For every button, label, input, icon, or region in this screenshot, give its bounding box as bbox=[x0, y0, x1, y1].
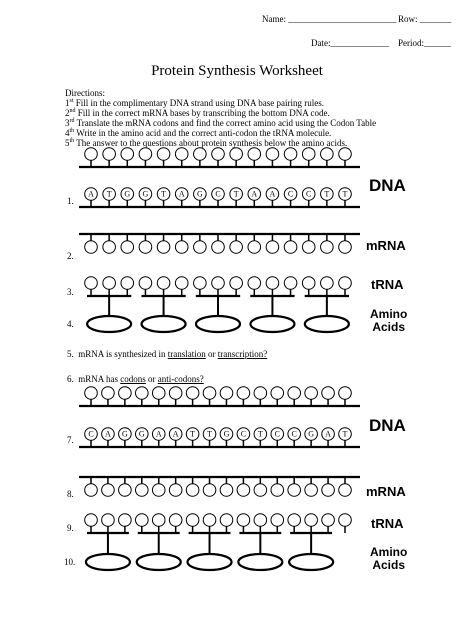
mrna-blank-circle bbox=[103, 241, 116, 254]
q6-or: or bbox=[145, 374, 158, 384]
direction-step: 1st Fill in the complimentary DNA strand using DNA base pairing rules. bbox=[65, 98, 324, 108]
amino-acid-oval bbox=[238, 554, 282, 570]
dna-blank-circle bbox=[186, 387, 199, 400]
trna-blank-circle bbox=[322, 514, 335, 527]
mrna-blank-circle bbox=[266, 241, 279, 254]
dna-label-2: DNA bbox=[369, 416, 406, 435]
mrna-blank-circle bbox=[85, 484, 98, 497]
trna-blank-circle bbox=[284, 277, 297, 290]
direction-step: 3rd Translate the mRNA codons and find the correct amino acid using the Codon Table bbox=[65, 118, 377, 128]
mrna-blank-circle bbox=[152, 484, 165, 497]
q5-option-translation[interactable]: translation bbox=[167, 349, 206, 359]
dna-blank-circle bbox=[139, 148, 152, 161]
mrna-blank-circle bbox=[271, 484, 284, 497]
mrna-blank-circle bbox=[302, 241, 315, 254]
trna-blank-circle bbox=[220, 514, 233, 527]
amino-acid-oval bbox=[305, 316, 349, 332]
q6-option-codons[interactable]: codons bbox=[120, 374, 146, 384]
mrna-blank-circle bbox=[339, 241, 352, 254]
dna-base-letter: C bbox=[274, 429, 280, 439]
mrna-blank-circle bbox=[121, 241, 134, 254]
dna-blank-circle bbox=[175, 148, 188, 161]
dna-blank-circle bbox=[169, 387, 182, 400]
trna-blank-circle bbox=[136, 514, 149, 527]
amino-acid-oval bbox=[86, 554, 130, 570]
mrna-blank-circle bbox=[139, 241, 152, 254]
trna-blank-circle bbox=[302, 277, 315, 290]
mrna-blank-circle bbox=[322, 484, 335, 497]
mrna-blank-circle bbox=[175, 241, 188, 254]
trna-blank-circle bbox=[103, 277, 116, 290]
q6-option-anticodons[interactable]: anti-codons? bbox=[157, 374, 204, 384]
mrna-blank-circle bbox=[186, 484, 199, 497]
dna-blank-circle bbox=[102, 387, 115, 400]
dna-base-letter: G bbox=[138, 429, 145, 439]
dna-base-letter: G bbox=[124, 189, 131, 199]
amino-label-1 bbox=[370, 308, 407, 334]
question-6 bbox=[67, 374, 204, 384]
dna-blank-circle bbox=[271, 387, 284, 400]
trna-blank-circle bbox=[305, 514, 318, 527]
q1-number: 1. bbox=[67, 196, 74, 206]
dna-base-letter: A bbox=[251, 189, 258, 199]
trna-blank-circle bbox=[339, 514, 352, 527]
mrna-label-2: mRNA bbox=[366, 484, 406, 499]
trna-blank-circle bbox=[152, 514, 165, 527]
dna-base-letter: G bbox=[196, 189, 203, 199]
dna-base-letter: A bbox=[88, 189, 94, 199]
dna-base-letter: T bbox=[190, 429, 196, 439]
trna-blank-circle bbox=[175, 277, 188, 290]
dna-blank-circle bbox=[284, 148, 297, 161]
dna-blank-circle bbox=[305, 387, 318, 400]
trna-blank-circle bbox=[121, 277, 134, 290]
trna-blank-circle bbox=[139, 277, 152, 290]
dna-base-letter: T bbox=[106, 189, 112, 199]
row-field[interactable]: Row: _______ bbox=[398, 14, 452, 24]
q5-or: or bbox=[205, 349, 218, 359]
dna-blank-circle bbox=[103, 148, 116, 161]
dna-blank-circle bbox=[248, 148, 261, 161]
dna-blank-circle bbox=[254, 387, 267, 400]
mrna-blank-circle bbox=[157, 241, 170, 254]
trna-blank-circle bbox=[237, 514, 250, 527]
dna-blank-circle bbox=[85, 148, 98, 161]
dna-base-letter: G bbox=[121, 429, 128, 439]
trna-blank-circle bbox=[248, 277, 261, 290]
mrna-blank-circle bbox=[254, 484, 267, 497]
q2-number: 2. bbox=[67, 251, 74, 261]
dna-label-1: DNA bbox=[369, 176, 406, 195]
q5-option-transcription[interactable]: transcription? bbox=[217, 349, 268, 359]
trna-blank-circle bbox=[85, 514, 98, 527]
trna-blank-circle bbox=[321, 277, 334, 290]
dna-base-letter: A bbox=[325, 429, 331, 439]
period-field[interactable]: Period:______ bbox=[398, 38, 451, 48]
trna-blank-circle bbox=[102, 514, 115, 527]
amino-acid-oval bbox=[188, 554, 232, 570]
amino-label-line2: Acids bbox=[372, 558, 406, 572]
page-title: Protein Synthesis Worksheet bbox=[151, 63, 323, 79]
dna-blank-circle bbox=[237, 387, 250, 400]
direction-step: 5th The answer to the questions about protein synthesis below the amino acids. bbox=[65, 138, 348, 148]
trna-blank-circle bbox=[85, 277, 98, 290]
dna-blank-circle bbox=[121, 148, 134, 161]
q7-number: 7. bbox=[67, 435, 74, 445]
trna-blank-circle bbox=[212, 277, 225, 290]
dna-base-letter: T bbox=[342, 189, 348, 199]
trna-blank-circle bbox=[119, 514, 132, 527]
dna-base-letter: T bbox=[233, 189, 239, 199]
amino-acid-oval bbox=[87, 316, 131, 332]
mrna-blank-circle bbox=[119, 484, 132, 497]
dna-blank-circle bbox=[230, 148, 243, 161]
dna-blank-circle bbox=[136, 387, 149, 400]
direction-step: 2nd Fill in the correct mRNA bases by transcribing the bottom DNA code. bbox=[65, 108, 330, 118]
trna-label-2: tRNA bbox=[371, 516, 404, 531]
dna-blank-circle bbox=[288, 387, 301, 400]
dna-blank-circle bbox=[85, 387, 98, 400]
amino-acid-oval bbox=[196, 316, 240, 332]
q5-number: 5. bbox=[67, 349, 74, 359]
amino-acid-oval bbox=[250, 316, 294, 332]
dna-base-letter: G bbox=[308, 429, 315, 439]
q3-number: 3. bbox=[67, 287, 74, 297]
amino-label-2 bbox=[370, 546, 407, 572]
dna-blank-circle bbox=[119, 387, 132, 400]
mrna-blank-circle bbox=[203, 484, 216, 497]
trna-blank-circle bbox=[186, 514, 199, 527]
directions-heading: Directions: bbox=[65, 88, 105, 98]
dna-blank-circle bbox=[220, 387, 233, 400]
mrna-blank-circle bbox=[220, 484, 233, 497]
mrna-blank-circle bbox=[284, 241, 297, 254]
trna-blank-circle bbox=[203, 514, 216, 527]
dna-base-letter: T bbox=[161, 189, 167, 199]
dna-base-letter: C bbox=[291, 429, 297, 439]
mrna-blank-circle bbox=[169, 484, 182, 497]
dna-blank-circle bbox=[203, 387, 216, 400]
amino-label-line1: Amino bbox=[370, 545, 408, 559]
mrna-blank-circle bbox=[237, 484, 250, 497]
mrna-blank-circle bbox=[339, 484, 352, 497]
dna-blank-circle bbox=[322, 387, 335, 400]
mrna-blank-circle bbox=[248, 241, 261, 254]
dna-base-letter: A bbox=[178, 189, 185, 199]
dna-blank-circle bbox=[194, 148, 207, 161]
amino-label-line1: Amino bbox=[370, 307, 408, 321]
dna-blank-circle bbox=[339, 387, 352, 400]
q4-number: 4. bbox=[67, 319, 74, 329]
mrna-blank-circle bbox=[136, 484, 149, 497]
direction-step: 4th Write in the amino acid and the correct anti-codon the tRNA molecule. bbox=[65, 128, 332, 138]
dna-base-letter: T bbox=[324, 189, 330, 199]
dna-base-letter: T bbox=[207, 429, 212, 439]
dna-base-letter: T bbox=[257, 429, 263, 439]
mrna-blank-circle bbox=[102, 484, 115, 497]
dna-base-letter: A bbox=[269, 189, 276, 199]
trna-blank-circle bbox=[169, 514, 182, 527]
dna-blank-circle bbox=[339, 148, 352, 161]
date-field[interactable]: Date:_____________ bbox=[311, 38, 389, 48]
dna-base-letter: G bbox=[142, 189, 149, 199]
mrna-blank-circle bbox=[321, 241, 334, 254]
dna-base-letter: C bbox=[287, 189, 294, 199]
mrna-blank-circle bbox=[212, 241, 225, 254]
mrna-label-1: mRNA bbox=[366, 238, 406, 253]
dna-blank-circle bbox=[302, 148, 315, 161]
dna-blank-circle bbox=[321, 148, 334, 161]
trna-blank-circle bbox=[288, 514, 301, 527]
q6-text: mRNA has bbox=[78, 374, 121, 384]
mrna-blank-circle bbox=[288, 484, 301, 497]
dna-base-letter: G bbox=[223, 429, 230, 439]
name-field[interactable]: Name: ________________________ bbox=[262, 14, 397, 24]
trna-blank-circle bbox=[194, 277, 207, 290]
dna-base-letter: A bbox=[155, 429, 162, 439]
dna-base-letter: C bbox=[215, 189, 221, 199]
q8-number: 8. bbox=[67, 489, 74, 499]
trna-label-1: tRNA bbox=[371, 277, 404, 292]
mrna-blank-circle bbox=[194, 241, 207, 254]
mrna-blank-circle bbox=[305, 484, 318, 497]
amino-acid-oval bbox=[137, 554, 181, 570]
trna-blank-circle bbox=[230, 277, 243, 290]
q5-text: mRNA is synthesized in bbox=[78, 349, 168, 359]
dna-blank-circle bbox=[212, 148, 225, 161]
dna-blank-circle bbox=[157, 148, 170, 161]
dna-base-letter: C bbox=[88, 429, 94, 439]
trna-blank-circle bbox=[271, 514, 284, 527]
amino-label-line2: Acids bbox=[372, 320, 406, 334]
dna-base-letter: A bbox=[105, 429, 111, 439]
q9-number: 9. bbox=[67, 523, 74, 533]
trna-blank-circle bbox=[266, 277, 279, 290]
q10-number: 10. bbox=[64, 557, 76, 567]
amino-acid-oval bbox=[289, 554, 333, 570]
dna-blank-circle bbox=[152, 387, 165, 400]
trna-blank-circle bbox=[157, 277, 170, 290]
mrna-blank-circle bbox=[85, 241, 98, 254]
dna-base-letter: C bbox=[240, 429, 247, 439]
trna-blank-circle bbox=[339, 277, 352, 290]
amino-acid-oval bbox=[142, 316, 186, 332]
dna-base-letter: A bbox=[172, 429, 179, 439]
question-5 bbox=[67, 349, 267, 359]
trna-blank-circle bbox=[254, 514, 267, 527]
mrna-blank-circle bbox=[230, 241, 243, 254]
dna-blank-circle bbox=[266, 148, 279, 161]
dna-base-letter: C bbox=[306, 189, 312, 199]
dna-base-letter: T bbox=[342, 429, 348, 439]
q6-number: 6. bbox=[67, 374, 74, 384]
